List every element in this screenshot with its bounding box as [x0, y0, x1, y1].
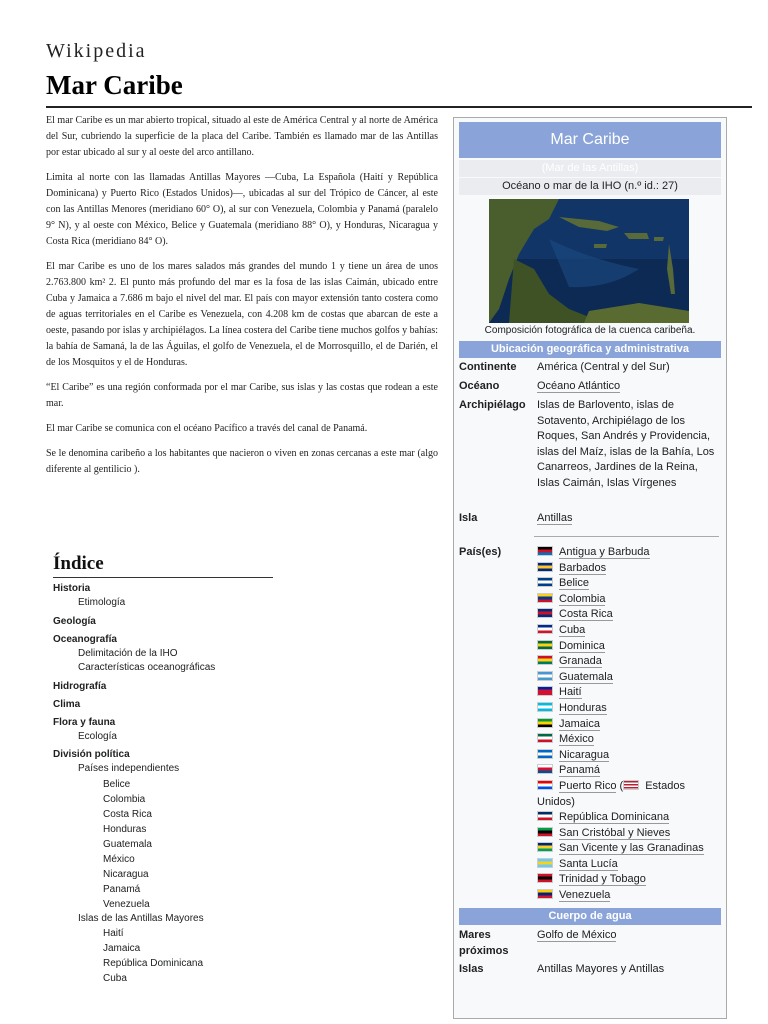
country-item[interactable] — [537, 607, 723, 623]
country-link[interactable]: Santa Lucía — [559, 857, 618, 870]
toc-item[interactable]: Oceanografía — [53, 633, 117, 645]
infobox-image-caption: Composición fotográfica de la cuenca caribeña. — [484, 325, 696, 336]
row-value[interactable]: América (Central y del Sur) — [537, 361, 670, 373]
country-item[interactable] — [537, 576, 723, 592]
toc-item[interactable]: Haití — [103, 928, 124, 939]
wikipedia-wordmark[interactable]: Wikipedia — [46, 40, 147, 62]
toc-item[interactable]: Delimitación de la IHO — [78, 647, 178, 659]
article-paragraph-4: “El Caribe” es una región conformada por el mar Caribe, sus islas y las costas que rodean a este mar. — [46, 382, 438, 409]
row-label: Isla — [459, 512, 478, 524]
country-link[interactable]: Trinidad y Tobago — [559, 873, 646, 886]
flag-icon — [537, 577, 553, 587]
country-link[interactable]: Panamá — [559, 764, 600, 777]
toc-item[interactable]: República Dominicana — [103, 958, 204, 969]
country-item[interactable] — [537, 810, 723, 826]
country-item[interactable] — [537, 732, 723, 748]
toc-item[interactable]: Jamaica — [103, 943, 141, 954]
toc-item[interactable]: Costa Rica — [103, 808, 152, 820]
row-value[interactable] — [537, 379, 723, 395]
row-label: País(es) — [459, 546, 502, 558]
infobox-subtitle: (Mar de las Antillas) — [459, 160, 721, 177]
country-item[interactable] — [537, 592, 723, 608]
infobox-title: Mar Caribe — [459, 122, 721, 158]
toc-item[interactable]: Guatemala — [103, 838, 152, 850]
country-link[interactable]: Haití — [559, 686, 582, 699]
flag-icon — [537, 873, 553, 883]
puerto-rico-parenthetical: ( Estados Unidos) — [537, 779, 685, 808]
caribbean-satellite-image[interactable] — [489, 199, 689, 323]
article-paragraph-1: El mar Caribe es un mar abierto tropical, situado al este de América Central y al norte de América del Sur, cubriendo la superficie de la placa del Caribe. También es llamado mar de las Antillas por estar ubicado al sur y al oeste del arco antillano. — [46, 115, 438, 158]
row-value[interactable]: Antillas Mayores y Antillas — [537, 963, 665, 975]
country-item[interactable] — [537, 670, 723, 686]
toc-item[interactable]: Belice — [103, 778, 131, 790]
flag-icon — [537, 671, 553, 681]
flag-icon — [537, 749, 553, 759]
country-link[interactable]: Dominica — [559, 639, 605, 652]
country-link[interactable]: México — [559, 733, 594, 746]
article-paragraph-3: El mar Caribe es uno de los mares salados más grandes del mundo 1 y tiene un área de unos 2.763.800 km² 2. El punto más profundo del mar es la fosa de las islas Caimán, ubicado entre Cuba y Jamaica a 7.686 m bajo el nivel del mar. El país con mayor extensión tanto costera como de aguas territoriales en el Caribe es Venezuela, con 4.208 km de costas que abarcan de este a oeste, pasando por islas y archipiélagos. La línea costera del Caribe tiene muchos golfos y bahías: la bahía de Samaná, la de las Águilas, el golfo de Venezuela, el de Morrosquillo, el de Darién, el de los Mosquitos y el de Honduras. — [46, 261, 438, 368]
flag-icon — [537, 593, 553, 603]
country-item[interactable] — [537, 857, 723, 873]
toc-item[interactable]: Cuba — [103, 973, 127, 984]
country-link[interactable]: Belice — [559, 577, 589, 590]
country-item[interactable] — [537, 654, 723, 670]
toc-item[interactable]: Historia — [53, 583, 91, 594]
toc-item[interactable]: Geología — [53, 615, 96, 627]
country-link[interactable]: Guatemala — [559, 670, 613, 683]
toc-item[interactable]: Hidrografía — [53, 680, 107, 692]
toc-item[interactable]: Clima — [53, 698, 81, 710]
country-link[interactable]: Barbados — [559, 561, 607, 574]
toc-item[interactable]: Honduras — [103, 823, 147, 835]
row-label: Océano — [459, 380, 500, 392]
infobox-iho-line: Océano o mar de la IHO (n.º id.: 27) — [459, 178, 721, 195]
flag-icon — [537, 562, 553, 572]
country-link[interactable]: Puerto Rico — [559, 779, 617, 792]
table-of-contents — [53, 553, 273, 986]
infobox-section-water: Cuerpo de agua — [459, 908, 721, 925]
infobox-divider — [534, 536, 719, 537]
toc-heading: Índice — [53, 553, 273, 578]
infobox-section-location: Ubicación geográfica y administrativa — [459, 341, 721, 358]
puerto-rico-status[interactable]: Estados Unidos — [537, 779, 685, 808]
country-link[interactable]: Nicaragua — [559, 748, 610, 761]
country-item[interactable] — [537, 826, 723, 842]
flag-icon — [537, 780, 553, 790]
title-divider — [46, 106, 752, 108]
row-value[interactable]: Islas de Barlovento, islas de Sotavento, Archipiélago de los Roques, San Andrés y Providencia, islas del Maíz, islas de la Bahía, Los Canarreos, Jardines de la Reina, Islas Caimán, Islas Vírgenes — [537, 399, 715, 489]
flag-icon — [537, 640, 553, 650]
row-label: Islas — [459, 963, 484, 975]
country-item[interactable] — [537, 717, 723, 733]
country-link[interactable]: Antigua y Barbuda — [559, 546, 650, 558]
toc-item[interactable]: Características oceanográficas — [78, 662, 216, 673]
article-paragraph-6: Se le denomina caribeño a los habitantes que nacieron o viven en zonas cercanas a este mar (algo diferente al gentilicio ). — [46, 448, 438, 475]
country-item[interactable] — [537, 623, 723, 639]
flag-icon — [537, 733, 553, 743]
country-item[interactable] — [537, 748, 723, 764]
toc-item[interactable]: Flora y fauna — [53, 716, 116, 728]
country-link[interactable]: Venezuela — [559, 889, 611, 902]
article-body — [46, 113, 438, 487]
flag-icon — [537, 842, 553, 852]
flag-icon — [537, 608, 553, 618]
country-item[interactable] — [537, 888, 723, 904]
country-item[interactable] — [537, 763, 723, 779]
flag-icon — [537, 718, 553, 728]
us-flag-icon — [623, 780, 639, 790]
article-paragraph-2: Limita al norte con las llamadas Antillas Mayores —Cuba, La Española (Haití y República Dominicana) y Puerto Rico (Estados Unidos)—, ubicadas al sur del Trópico de Cáncer, al este con las Antillas Menores (meridiano 60° O), al sur con Venezuela, Colombia y Panamá (paralelo 9° N), y al oeste con México, Belice y Guatemala (meridiano 88° O), y Honduras, Nicaragua y Costa Rica (meridiano 84° O). — [46, 172, 438, 247]
country-item[interactable] — [537, 872, 723, 888]
country-item[interactable] — [537, 639, 723, 655]
flag-icon — [537, 889, 553, 899]
country-item[interactable] — [537, 561, 723, 577]
toc-list — [53, 582, 273, 986]
row-label: Continente — [459, 361, 517, 373]
country-link[interactable]: San Vicente y las Granadinas — [559, 842, 704, 855]
page-title: Mar Caribe — [46, 70, 183, 100]
toc-item[interactable]: Panamá — [103, 883, 141, 895]
toc-item[interactable]: Venezuela — [103, 898, 150, 910]
flag-icon — [537, 624, 553, 634]
toc-item[interactable]: Nicaragua — [103, 868, 149, 880]
toc-item[interactable]: Colombia — [103, 793, 146, 805]
country-link[interactable]: Cuba — [559, 623, 586, 636]
flag-icon — [537, 655, 553, 665]
country-item[interactable] — [537, 841, 723, 857]
toc-item[interactable]: Ecología — [78, 730, 117, 742]
toc-item[interactable]: México — [103, 853, 135, 865]
row-label: Archipiélago — [459, 399, 526, 411]
country-link[interactable]: Costa Rica — [559, 608, 613, 621]
flag-icon — [537, 702, 553, 712]
row-value[interactable] — [537, 511, 723, 527]
article-paragraph-5: El mar Caribe se comunica con el océano Pacífico a través del canal de Panamá. — [46, 423, 368, 434]
flag-icon — [537, 686, 553, 696]
country-link[interactable]: San Cristóbal y Nieves — [559, 826, 671, 839]
toc-item[interactable]: División política — [53, 749, 130, 760]
country-link[interactable]: República Dominicana — [559, 811, 670, 824]
country-link[interactable]: Jamaica — [559, 717, 600, 730]
row-value[interactable] — [537, 928, 723, 944]
flag-icon — [537, 811, 553, 821]
country-item[interactable] — [537, 779, 723, 810]
isla-link[interactable]: Antillas — [537, 512, 573, 524]
flag-icon — [537, 764, 553, 774]
infobox — [453, 117, 727, 1019]
country-item[interactable] — [537, 685, 723, 701]
flag-icon — [537, 858, 553, 868]
country-list — [537, 545, 723, 904]
flag-icon — [537, 546, 553, 556]
country-link[interactable]: Granada — [559, 655, 602, 668]
toc-item[interactable]: Países independientes — [78, 763, 180, 774]
toc-item[interactable]: Islas de las Antillas Mayores — [78, 912, 204, 924]
oceano-link[interactable]: Océano Atlántico — [537, 380, 621, 392]
country-link[interactable]: Honduras — [559, 701, 607, 714]
row-label: Mares próximos — [459, 929, 509, 957]
country-link[interactable]: Colombia — [559, 592, 606, 605]
country-item[interactable] — [537, 545, 723, 561]
toc-item[interactable]: Etimología — [78, 597, 126, 608]
mares-link[interactable]: Golfo de México — [537, 929, 617, 941]
flag-icon — [537, 827, 553, 837]
country-item[interactable] — [537, 701, 723, 717]
